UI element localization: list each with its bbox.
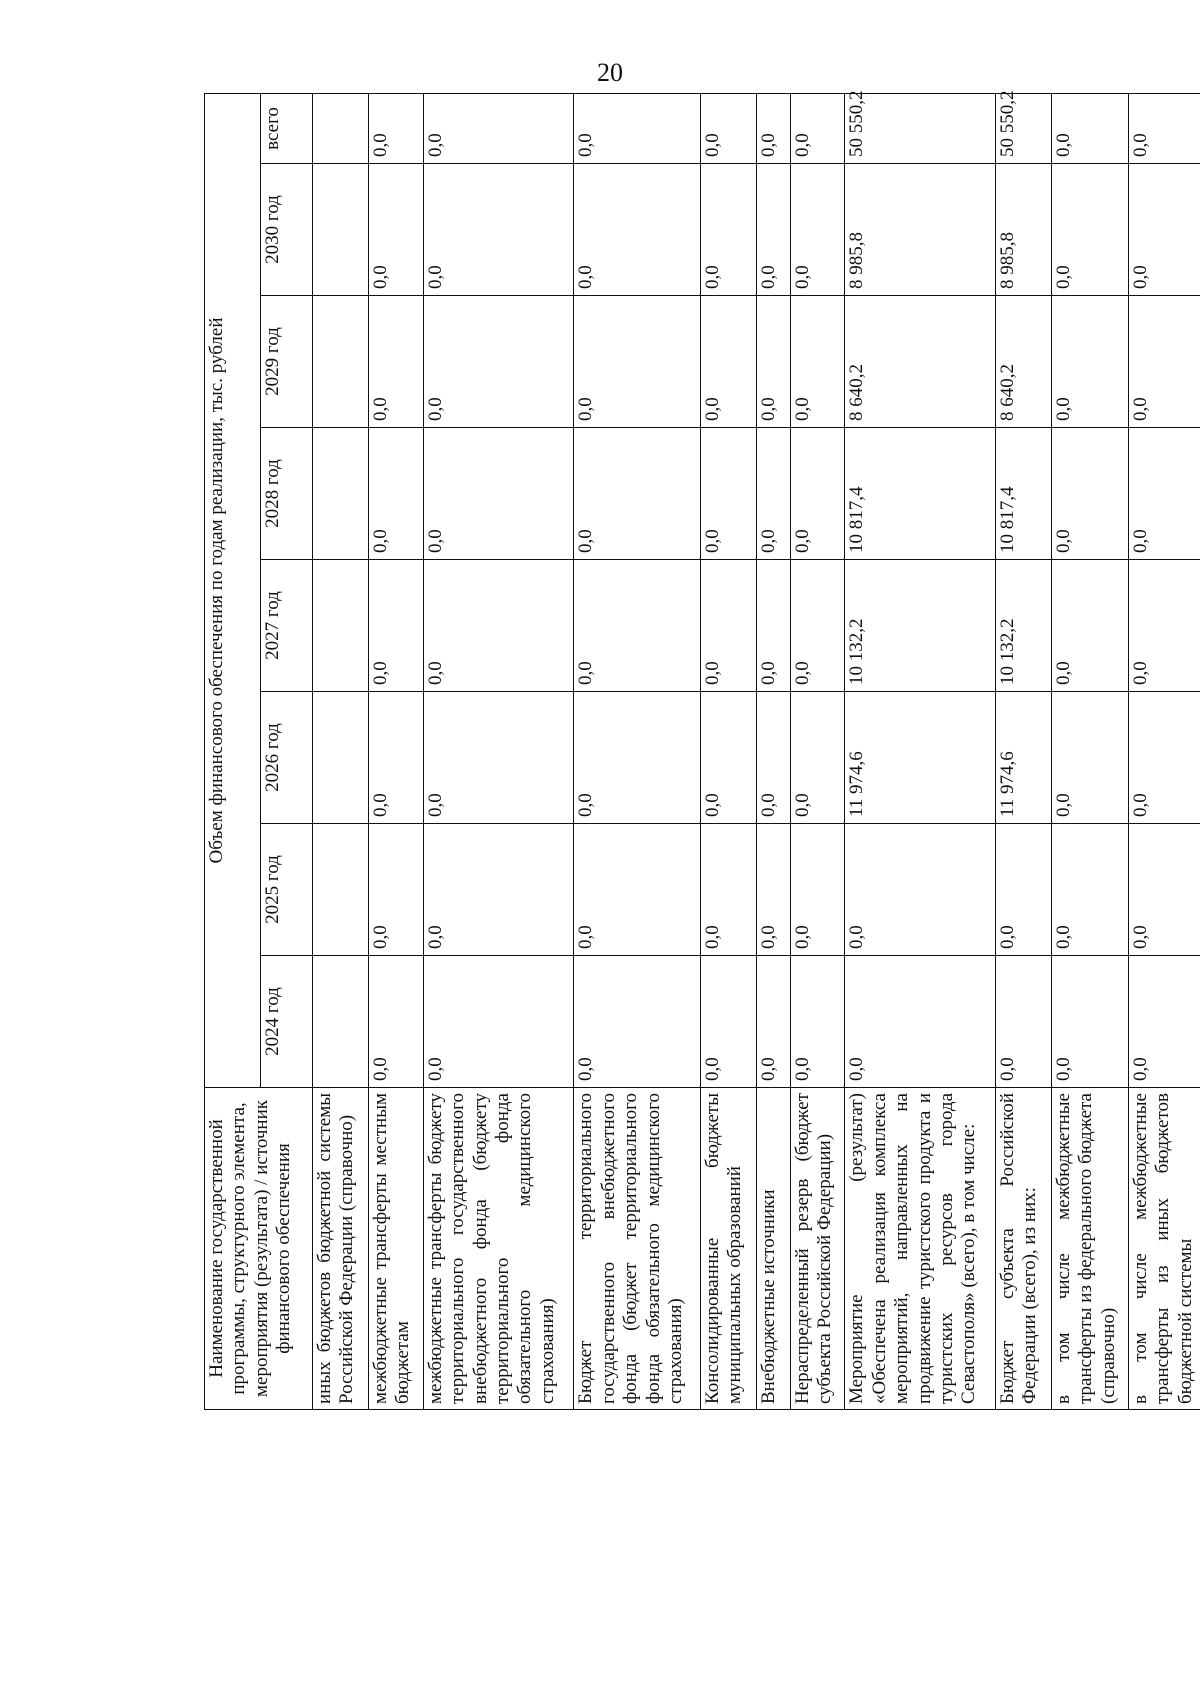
header-year-5: 2029 год: [261, 296, 313, 428]
row-value-5: 0,0: [1128, 296, 1200, 428]
row-value-4: 0,0: [574, 428, 700, 560]
table-row: [756, 93, 790, 1409]
header-year-6: 2030 год: [261, 164, 313, 296]
row-value-7: 0,0: [1128, 93, 1200, 163]
row-name: Бюджет субъекта Российской Федерации (всего), из них:: [996, 1088, 1052, 1410]
row-value-0: 0,0: [845, 956, 996, 1088]
row-value-0: 0,0: [1128, 956, 1200, 1088]
table-row: [423, 93, 574, 1409]
row-value-5: 0,0: [790, 296, 845, 428]
row-value-5: 0,0: [368, 296, 423, 428]
table-holder: [204, 90, 1200, 1410]
row-value-5: 0,0: [423, 296, 574, 428]
row-name: Внебюджетные источники: [756, 1088, 790, 1410]
row-name: Консолидированные бюджеты муниципальных образований: [700, 1088, 756, 1410]
row-value-1: 0,0: [423, 824, 574, 956]
row-value-6: 0,0: [423, 164, 574, 296]
header-year-4: 2028 год: [261, 428, 313, 560]
row-name: иных бюджетов бюджетной системы Российской Федерации (справочно): [313, 1088, 369, 1410]
row-name: Мероприятие (результат) «Обеспечена реализация комплекса мероприятий, направленных на продвижение туристского продукта и туристских ресурсов города Севастополя» (всего), в том числе:: [845, 1088, 996, 1410]
table-header: [205, 93, 313, 1409]
row-value-4: 0,0: [790, 428, 845, 560]
row-value-4: 0,0: [423, 428, 574, 560]
header-year-2: 2026 год: [261, 692, 313, 824]
row-value-2: 11 974,6: [845, 692, 996, 824]
header-year-0: 2024 год: [261, 956, 313, 1088]
row-value-4: 10 817,4: [996, 428, 1052, 560]
row-value-7: 0,0: [700, 93, 756, 163]
row-value-3: 0,0: [423, 560, 574, 692]
table-row: [1051, 93, 1128, 1409]
row-value-3: 0,0: [1051, 560, 1128, 692]
table-row: [996, 93, 1052, 1409]
header-name-column: Наименование государственной программы, структурного элемента, мероприятия (результата) / источник финансового обеспечения: [205, 1088, 313, 1410]
row-value-3: 0,0: [1128, 560, 1200, 692]
row-value-7: 0,0: [790, 93, 845, 163]
row-value-6: [313, 164, 369, 296]
row-value-0: 0,0: [574, 956, 700, 1088]
row-value-6: 0,0: [574, 164, 700, 296]
row-value-2: 0,0: [1051, 692, 1128, 824]
row-value-7: 50 550,2: [996, 93, 1052, 163]
row-value-3: 0,0: [700, 560, 756, 692]
row-value-4: 0,0: [1128, 428, 1200, 560]
row-value-7: 50 550,2: [845, 93, 996, 163]
row-value-1: 0,0: [756, 824, 790, 956]
row-value-4: 0,0: [700, 428, 756, 560]
row-value-2: 0,0: [756, 692, 790, 824]
row-name: межбюджетные трансферты бюджету территориального государственного внебюджетного фонда (бюджету территориального фонда обязательного медицинского страхования): [423, 1088, 574, 1410]
row-value-1: 0,0: [574, 824, 700, 956]
row-value-2: 0,0: [574, 692, 700, 824]
row-name: межбюджетные трансферты местным бюджетам: [368, 1088, 423, 1410]
row-value-1: 0,0: [845, 824, 996, 956]
header-year-3: 2027 год: [261, 560, 313, 692]
row-value-5: [313, 296, 369, 428]
row-value-7: 0,0: [423, 93, 574, 163]
row-value-0: 0,0: [996, 956, 1052, 1088]
row-value-2: 11 974,6: [996, 692, 1052, 824]
rotated-table-area: [204, 90, 1200, 1410]
row-value-1: 0,0: [790, 824, 845, 956]
row-value-6: 0,0: [700, 164, 756, 296]
row-value-4: 10 817,4: [845, 428, 996, 560]
table-row: [1128, 93, 1200, 1409]
row-value-4: 0,0: [368, 428, 423, 560]
row-value-5: 0,0: [1051, 296, 1128, 428]
table-row: [845, 93, 996, 1409]
row-value-7: 0,0: [1051, 93, 1128, 163]
row-value-0: 0,0: [756, 956, 790, 1088]
table-row: [574, 93, 700, 1409]
row-value-3: [313, 560, 369, 692]
row-value-1: [313, 824, 369, 956]
row-value-7: 0,0: [574, 93, 700, 163]
row-value-0: [313, 956, 369, 1088]
row-value-3: 0,0: [790, 560, 845, 692]
row-value-3: 0,0: [368, 560, 423, 692]
row-value-7: 0,0: [756, 93, 790, 163]
row-value-0: 0,0: [700, 956, 756, 1088]
row-value-3: 0,0: [574, 560, 700, 692]
row-value-6: 8 985,8: [845, 164, 996, 296]
row-value-6: 0,0: [368, 164, 423, 296]
row-value-4: 0,0: [1051, 428, 1128, 560]
row-value-2: [313, 692, 369, 824]
row-value-1: 0,0: [368, 824, 423, 956]
row-value-5: 8 640,2: [845, 296, 996, 428]
row-value-6: 0,0: [790, 164, 845, 296]
row-value-5: 0,0: [756, 296, 790, 428]
row-value-1: 0,0: [1051, 824, 1128, 956]
table-row: [313, 93, 369, 1409]
row-value-0: 0,0: [423, 956, 574, 1088]
row-value-4: 0,0: [756, 428, 790, 560]
row-value-6: 0,0: [1128, 164, 1200, 296]
header-volume-title: Объем финансового обеспечения по годам реализации, тыс. рублей: [205, 93, 261, 1087]
page-number: 20: [597, 58, 623, 87]
row-value-3: 0,0: [756, 560, 790, 692]
header-year-7: всего: [261, 93, 313, 163]
row-value-2: 0,0: [700, 692, 756, 824]
financing-table: [204, 90, 1200, 1410]
header-year-1: 2025 год: [261, 824, 313, 956]
row-name: в том числе межбюджетные трансферты из федерального бюджета (справочно): [1051, 1088, 1128, 1410]
row-value-1: 0,0: [1128, 824, 1200, 956]
row-value-2: 0,0: [790, 692, 845, 824]
row-value-4: [313, 428, 369, 560]
row-value-3: 10 132,2: [845, 560, 996, 692]
row-value-2: 0,0: [1128, 692, 1200, 824]
row-value-5: 8 640,2: [996, 296, 1052, 428]
row-name: Нераспределенный резерв (бюджет субъекта Российской Федерации): [790, 1088, 845, 1410]
row-value-5: 0,0: [574, 296, 700, 428]
table-row: [700, 93, 756, 1409]
row-value-1: 0,0: [996, 824, 1052, 956]
row-value-6: 0,0: [1051, 164, 1128, 296]
row-value-7: [313, 93, 369, 163]
row-value-2: 0,0: [368, 692, 423, 824]
row-value-1: 0,0: [700, 824, 756, 956]
row-value-0: 0,0: [368, 956, 423, 1088]
row-value-0: 0,0: [790, 956, 845, 1088]
row-value-6: 8 985,8: [996, 164, 1052, 296]
row-name: Бюджет территориального государственного внебюджетного фонда (бюджет территориального фонда обязательного медицинского страхования): [574, 1088, 700, 1410]
row-value-0: 0,0: [1051, 956, 1128, 1088]
row-value-6: 0,0: [756, 164, 790, 296]
table-row: [368, 93, 423, 1409]
table-body: [313, 90, 1200, 1409]
row-value-2: 0,0: [423, 692, 574, 824]
row-name: в том числе межбюджетные трансферты из иных бюджетов бюджетной системы: [1128, 1088, 1200, 1410]
row-value-3: 10 132,2: [996, 560, 1052, 692]
row-value-5: 0,0: [700, 296, 756, 428]
row-value-7: 0,0: [368, 93, 423, 163]
table-row: [790, 93, 845, 1409]
